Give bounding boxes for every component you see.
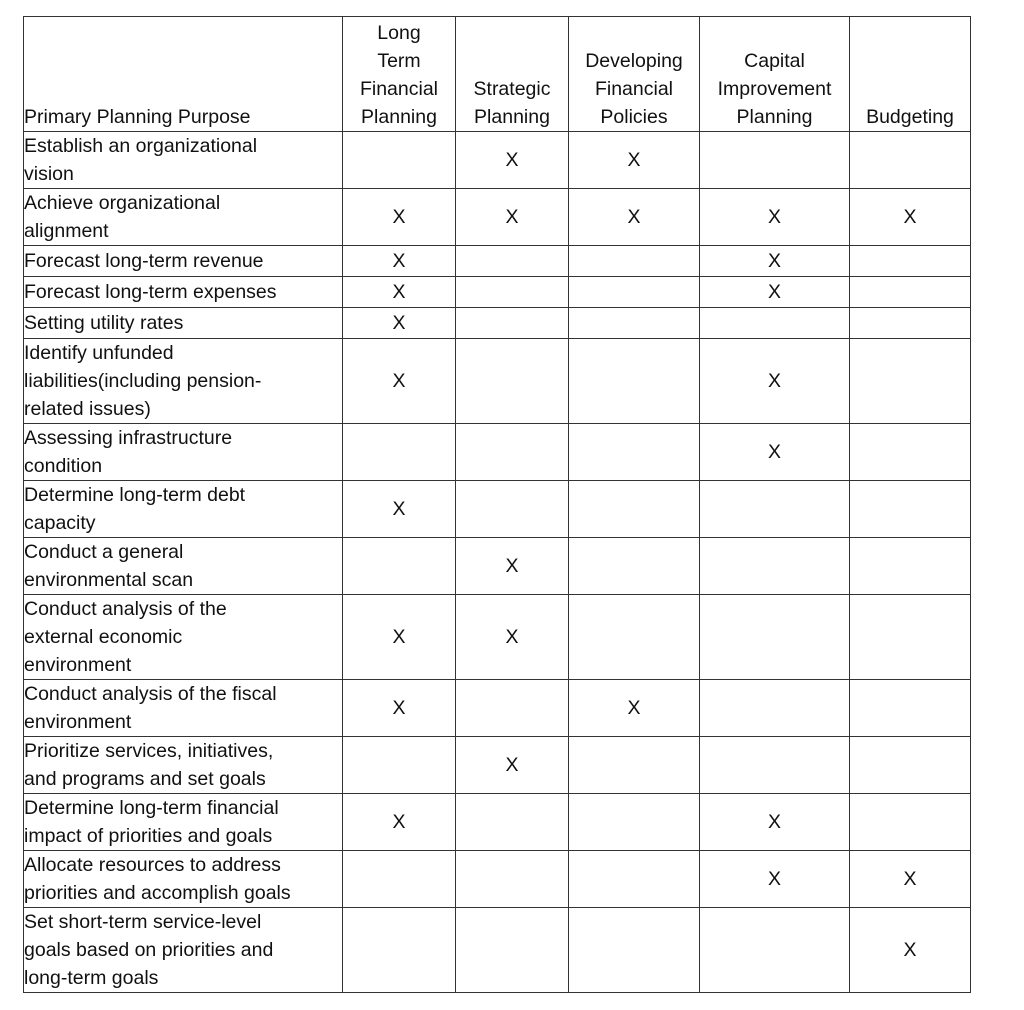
mark-cell-strategic — [456, 851, 569, 908]
mark-cell-strategic — [456, 481, 569, 538]
column-header-strategic — [456, 17, 569, 132]
mark-cell-cip — [700, 132, 850, 189]
mark-cell-ltfp: X — [343, 189, 456, 246]
mark-cell-policies — [569, 277, 700, 308]
table-row — [24, 595, 971, 680]
table-header-row — [24, 17, 971, 132]
mark-cell-strategic — [456, 424, 569, 481]
mark-cell-policies: X — [569, 680, 700, 737]
mark-cell-cip — [700, 481, 850, 538]
mark-cell-ltfp: X — [343, 794, 456, 851]
mark-cell-ltfp — [343, 851, 456, 908]
column-header-line: Strategic — [473, 78, 551, 100]
mark-cell-cip: X — [700, 424, 850, 481]
column-header-line: Financial — [594, 78, 674, 100]
mark-cell-strategic: X — [456, 595, 569, 680]
table-row — [24, 339, 971, 424]
mark-cell-budgeting: X — [850, 851, 971, 908]
mark-cell-policies — [569, 595, 700, 680]
mark-cell-policies — [569, 308, 700, 339]
table-row — [24, 308, 971, 339]
planning-purpose-cell: Prioritize services, initiatives, and programs and set goals — [24, 737, 343, 794]
mark-cell-ltfp: X — [343, 680, 456, 737]
mark-cell-cip — [700, 737, 850, 794]
mark-cell-cip: X — [700, 851, 850, 908]
mark-cell-policies — [569, 908, 700, 993]
planning-purpose-cell: Determine long-term debt capacity — [24, 481, 343, 538]
column-header-purpose — [24, 17, 343, 132]
mark-cell-budgeting — [850, 277, 971, 308]
planning-purpose-cell: Conduct a general environmental scan — [24, 538, 343, 595]
table-row — [24, 481, 971, 538]
column-header-line: Term — [377, 50, 421, 72]
mark-cell-cip — [700, 908, 850, 993]
planning-purpose-cell: Establish an organizational vision — [24, 132, 343, 189]
mark-cell-strategic — [456, 908, 569, 993]
mark-cell-ltfp — [343, 538, 456, 595]
table-row — [24, 132, 971, 189]
mark-cell-budgeting — [850, 132, 971, 189]
mark-cell-strategic — [456, 680, 569, 737]
planning-purpose-cell: Assessing infrastructure condition — [24, 424, 343, 481]
mark-cell-cip — [700, 538, 850, 595]
column-header-line: Primary Planning Purpose — [24, 106, 251, 128]
mark-cell-policies — [569, 246, 700, 277]
mark-cell-policies — [569, 339, 700, 424]
planning-purpose-cell: Set short-term service-level goals based on priorities and long-term goals — [24, 908, 343, 993]
column-header-line: Long — [377, 22, 421, 44]
column-header-ltfp — [343, 17, 456, 132]
mark-cell-strategic: X — [456, 737, 569, 794]
mark-cell-budgeting — [850, 538, 971, 595]
column-header-line: Planning — [474, 106, 550, 128]
mark-cell-budgeting — [850, 339, 971, 424]
mark-cell-policies — [569, 481, 700, 538]
mark-cell-ltfp — [343, 424, 456, 481]
table-row — [24, 737, 971, 794]
mark-cell-cip: X — [700, 339, 850, 424]
table-body — [24, 132, 971, 993]
mark-cell-cip: X — [700, 277, 850, 308]
mark-cell-budgeting — [850, 595, 971, 680]
mark-cell-budgeting: X — [850, 189, 971, 246]
mark-cell-ltfp: X — [343, 481, 456, 538]
planning-purpose-cell: Allocate resources to address priorities and accomplish goals — [24, 851, 343, 908]
mark-cell-policies — [569, 424, 700, 481]
mark-cell-cip: X — [700, 794, 850, 851]
table-row — [24, 680, 971, 737]
planning-purpose-table — [23, 16, 971, 993]
table-row — [24, 424, 971, 481]
mark-cell-strategic: X — [456, 132, 569, 189]
column-header-policies — [569, 17, 700, 132]
planning-purpose-cell: Conduct analysis of the external economic environment — [24, 595, 343, 680]
column-header-line: Developing — [585, 50, 683, 72]
mark-cell-ltfp: X — [343, 246, 456, 277]
mark-cell-ltfp: X — [343, 339, 456, 424]
mark-cell-cip: X — [700, 246, 850, 277]
column-header-line: Planning — [736, 106, 813, 128]
mark-cell-strategic: X — [456, 189, 569, 246]
column-header-line: Planning — [361, 106, 437, 128]
column-header-line: Improvement — [717, 78, 832, 100]
planning-purpose-cell: Achieve organizational alignment — [24, 189, 343, 246]
mark-cell-ltfp — [343, 132, 456, 189]
mark-cell-ltfp: X — [343, 277, 456, 308]
mark-cell-budgeting — [850, 737, 971, 794]
mark-cell-policies — [569, 737, 700, 794]
planning-purpose-cell: Identify unfunded liabilities(including pension- related issues) — [24, 339, 343, 424]
column-header-line: Financial — [359, 78, 439, 100]
mark-cell-policies — [569, 794, 700, 851]
mark-cell-strategic — [456, 277, 569, 308]
column-header-line: Policies — [600, 106, 668, 128]
mark-cell-cip: X — [700, 189, 850, 246]
mark-cell-budgeting — [850, 481, 971, 538]
column-header-budgeting — [850, 17, 971, 132]
table-row — [24, 189, 971, 246]
mark-cell-strategic — [456, 794, 569, 851]
mark-cell-policies: X — [569, 132, 700, 189]
table-row — [24, 908, 971, 993]
mark-cell-ltfp: X — [343, 308, 456, 339]
mark-cell-budgeting — [850, 680, 971, 737]
mark-cell-cip — [700, 680, 850, 737]
column-header-line: Budgeting — [866, 106, 954, 128]
mark-cell-budgeting — [850, 246, 971, 277]
mark-cell-cip — [700, 595, 850, 680]
column-header-cip — [700, 17, 850, 132]
mark-cell-policies — [569, 851, 700, 908]
mark-cell-ltfp: X — [343, 595, 456, 680]
table-row — [24, 851, 971, 908]
mark-cell-budgeting — [850, 794, 971, 851]
mark-cell-ltfp — [343, 737, 456, 794]
mark-cell-budgeting — [850, 424, 971, 481]
table-row — [24, 246, 971, 277]
planning-purpose-cell: Forecast long-term expenses — [24, 277, 343, 308]
mark-cell-strategic — [456, 308, 569, 339]
table-row — [24, 794, 971, 851]
planning-purpose-cell: Setting utility rates — [24, 308, 343, 339]
mark-cell-ltfp — [343, 908, 456, 993]
planning-purpose-cell: Determine long-term financial impact of priorities and goals — [24, 794, 343, 851]
mark-cell-strategic: X — [456, 538, 569, 595]
planning-purpose-cell: Forecast long-term revenue — [24, 246, 343, 277]
mark-cell-budgeting: X — [850, 908, 971, 993]
planning-purpose-cell: Conduct analysis of the fiscal environment — [24, 680, 343, 737]
column-header-line: Capital — [744, 50, 805, 72]
mark-cell-strategic — [456, 339, 569, 424]
mark-cell-strategic — [456, 246, 569, 277]
mark-cell-policies — [569, 538, 700, 595]
table-row — [24, 277, 971, 308]
mark-cell-policies: X — [569, 189, 700, 246]
mark-cell-cip — [700, 308, 850, 339]
mark-cell-budgeting — [850, 308, 971, 339]
table-row — [24, 538, 971, 595]
